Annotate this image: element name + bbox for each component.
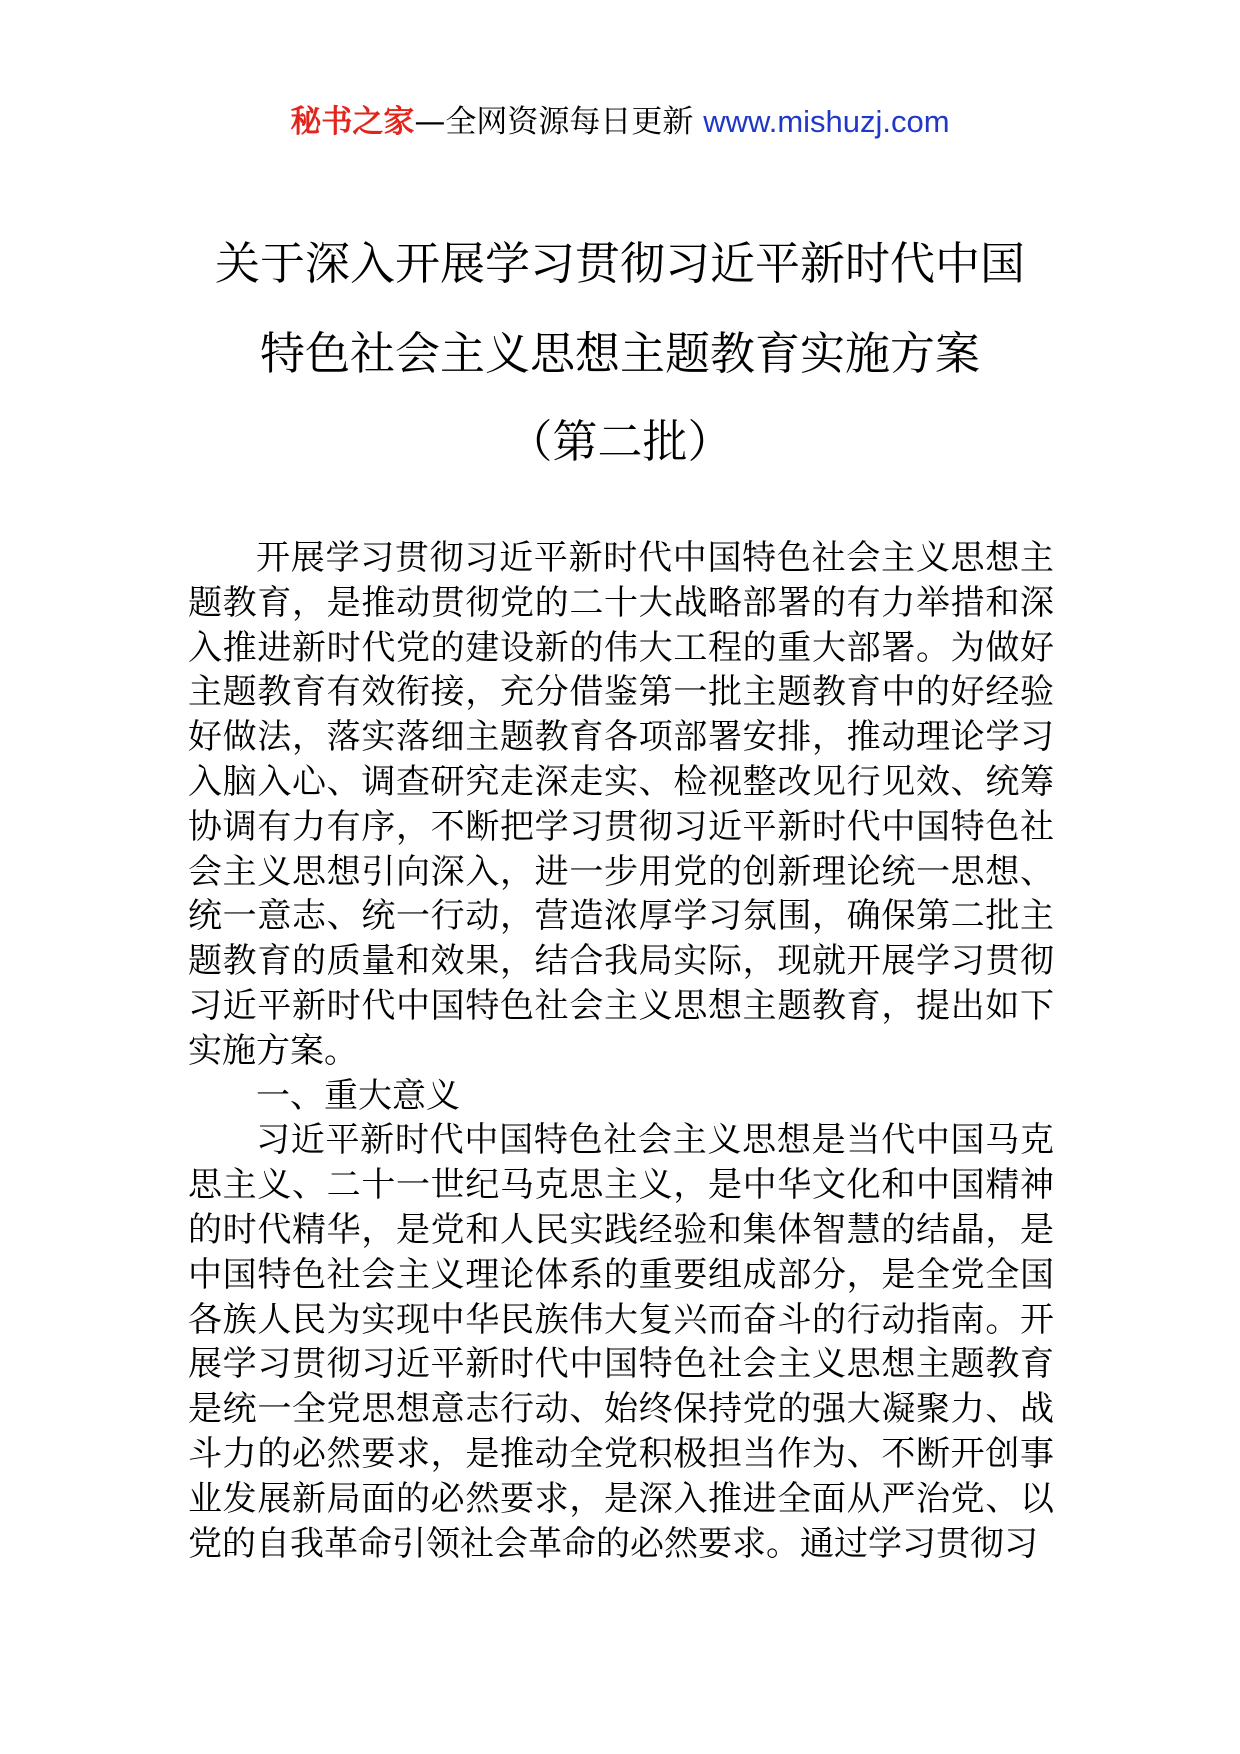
intro-paragraph: 开展学习贯彻习近平新时代中国特色社会主义思想主题教育，是推动贯彻党的二十大战略部署的有力举措和深入推进新时代党的建设新的伟大工程的重大部署。为做好主题教育有效衔接，充分借鉴第一批主题教育中的好经验好做法，落实落细主题教育各项部署安排，推动理论学习入脑入心、调查研究走深走实、检视整改见行见效、统筹协调有力有序，不断把学习贯彻习近平新时代中国特色社会主义思想引向深入，进一步用党的创新理论统一思想、统一意志、统一行动，营造浓厚学习氛围，确保第二批主题教育的质量和效果，结合我局实际，现就开展学习贯彻习近平新时代中国特色社会主义思想主题教育，提出如下实施方案。 xyxy=(188,538,1054,1071)
site-header xyxy=(0,100,1240,144)
document-title-line-3: （第二批） xyxy=(507,415,733,468)
site-tagline: —全网资源每日更新 xyxy=(414,104,694,140)
document-title-line-1: 关于深入开展学习贯彻习近平新时代中国 xyxy=(214,237,1025,290)
significance-paragraph: 习近平新时代中国特色社会主义思想是当代中国马克思主义、二十一世纪马克思主义，是中华文化和中国精神的时代精华，是党和人民实践经验和集体智慧的结晶，是中国特色社会主义理论体系的重要组成部分，是全党全国各族人民为实现中华民族伟大复兴而奋斗的行动指南。开展学习贯彻习近平新时代中国特色社会主义思想主题教育是统一全党思想意志行动、始终保持党的强大凝聚力、战斗力的必然要求，是推动全党积极担当作为、不断开创事业发展新局面的必然要求，是深入推进全面从严治党、以党的自我革命引领社会革命的必然要求。通过学习贯彻习 xyxy=(188,1120,1054,1564)
site-url-link[interactable]: www.mishuzj.com xyxy=(703,104,950,139)
document-body xyxy=(188,536,1054,1566)
site-brand: 秘书之家 xyxy=(290,104,415,140)
section-heading-significance: 一、重大意义 xyxy=(256,1075,460,1116)
document-title-line-2: 特色社会主义思想主题教育实施方案 xyxy=(259,327,980,380)
